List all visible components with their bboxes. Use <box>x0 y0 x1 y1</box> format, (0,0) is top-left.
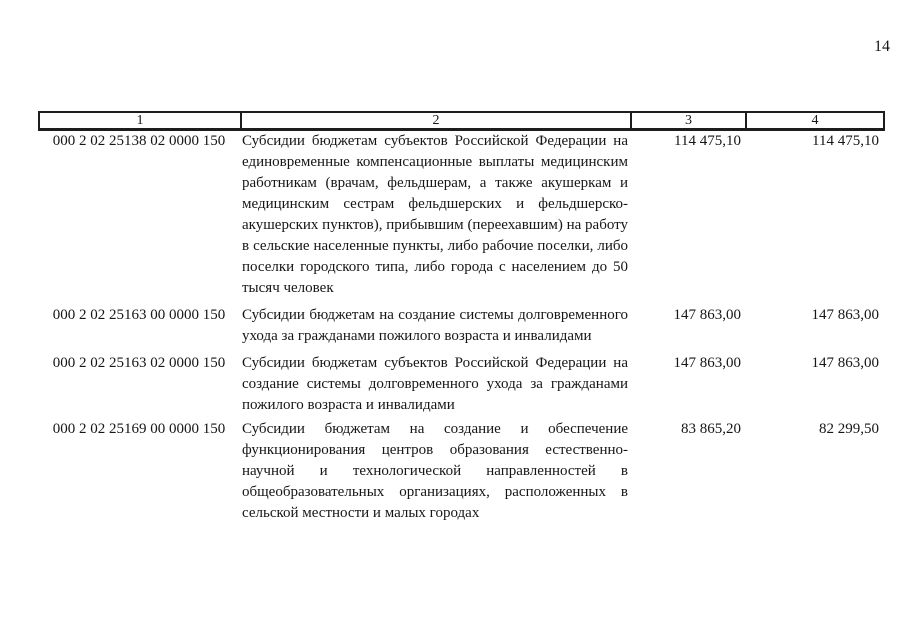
column-header-2: 2 <box>242 113 632 128</box>
subsidy-description: Субсидии бюджетам субъектов Российской Федерации на единовременные компенсационные выплаты медицинским работникам (врачам, фельдшерам, а также акушеркам и медицинским сестрам фельдшерских и фельдшерско-акушерских пунктов), прибывшим (переехавшим) на работу в сельские населенные пункты, либо рабочие поселки, либо поселки городского типа, либо города с населением до 50 тысяч человек <box>242 133 628 296</box>
amount-col4: 114 475,10 <box>812 133 879 149</box>
subsidy-description: Субсидии бюджетам субъектов Российской Федерации на создание системы долговременного ухода за гражданами пожилого возраста и инвалидами <box>242 355 628 413</box>
amount-col3: 147 863,00 <box>673 307 741 323</box>
column-header-3: 3 <box>632 113 747 128</box>
table-body <box>38 131 885 524</box>
amount-col3: 147 863,00 <box>673 355 741 371</box>
amount-col3: 83 865,20 <box>681 421 741 437</box>
budget-code: 000 2 02 25163 00 0000 150 <box>52 307 226 323</box>
table-row <box>38 305 885 347</box>
budget-code: 000 2 02 25169 00 0000 150 <box>52 421 226 437</box>
table-row <box>38 419 885 524</box>
amount-col3: 114 475,10 <box>674 133 741 149</box>
table-row <box>38 353 885 416</box>
table-row <box>38 131 885 299</box>
table-header-row <box>38 111 885 131</box>
amount-col4: 147 863,00 <box>811 307 879 323</box>
subsidy-description: Субсидии бюджетам на создание и обеспечение функционирования центров образования естественно-научной и технологической направленностей в общеобразовательных организациях, расположенных в сельской местности и малых городах <box>242 421 628 521</box>
budget-code: 000 2 02 25163 02 0000 150 <box>52 355 226 371</box>
column-header-4: 4 <box>811 113 819 128</box>
amount-col4: 82 299,50 <box>819 421 879 437</box>
budget-code: 000 2 02 25138 02 0000 150 <box>52 133 226 149</box>
column-header-1: 1 <box>40 113 242 128</box>
budget-table <box>38 111 885 524</box>
amount-col4: 147 863,00 <box>811 355 879 371</box>
subsidy-description: Субсидии бюджетам на создание системы долговременного ухода за гражданами пожилого возраста и инвалидами <box>242 307 628 344</box>
page-number: 14 <box>874 38 890 55</box>
